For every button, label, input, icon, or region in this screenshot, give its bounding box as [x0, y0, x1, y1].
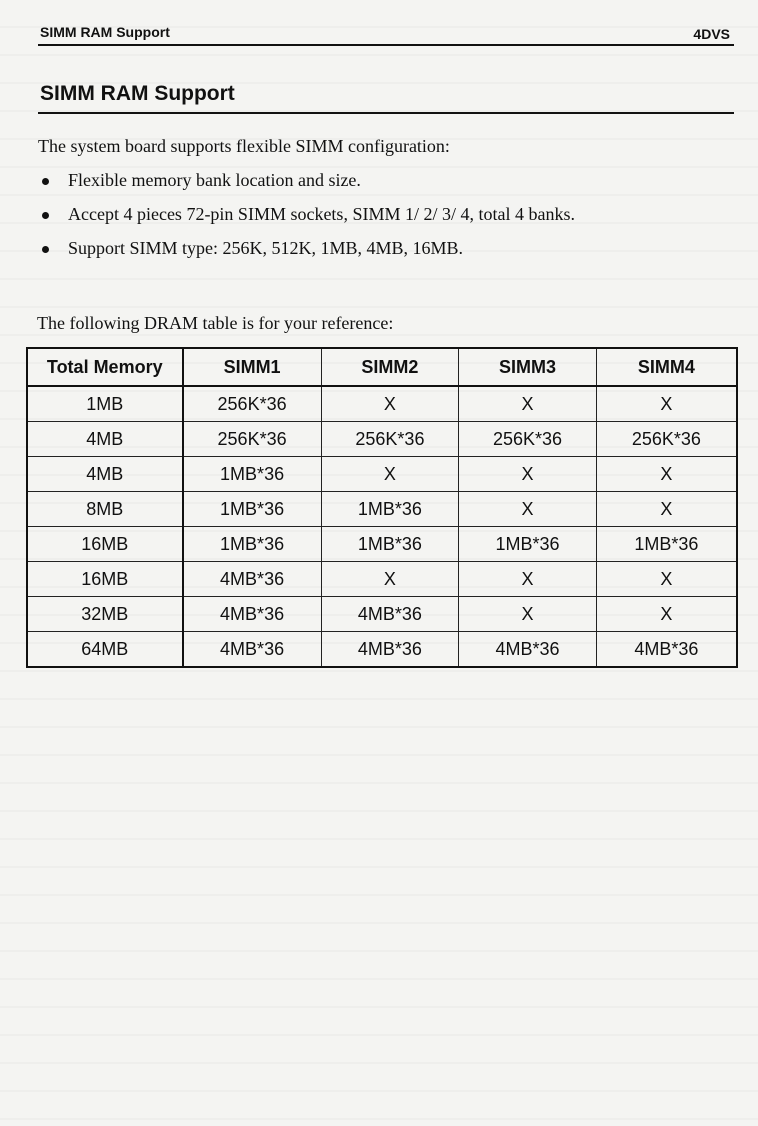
cell-simm1: 4MB*36 — [183, 597, 322, 632]
cell-simm2: 1MB*36 — [321, 527, 459, 562]
cell-simm3: 256K*36 — [459, 422, 597, 457]
cell-simm3: X — [459, 386, 597, 422]
cell-simm4: 1MB*36 — [596, 527, 737, 562]
intro-paragraph: The system board supports flexible SIMM configuration: — [38, 136, 450, 156]
cell-simm1: 256K*36 — [183, 422, 322, 457]
cell-total-memory: 32MB — [27, 597, 183, 632]
feature-list — [38, 170, 575, 272]
table-row — [27, 492, 737, 527]
table-row — [27, 632, 737, 668]
feature-item: Support SIMM type: 256K, 512K, 1MB, 4MB, 16MB. — [38, 238, 575, 272]
table-header-row — [27, 348, 737, 386]
cell-simm1: 256K*36 — [183, 386, 322, 422]
cell-simm3: X — [459, 492, 597, 527]
cell-simm1: 1MB*36 — [183, 492, 322, 527]
cell-simm3: 4MB*36 — [459, 632, 597, 668]
cell-simm1: 4MB*36 — [183, 632, 322, 668]
cell-total-memory: 4MB — [27, 422, 183, 457]
cell-simm4: X — [596, 562, 737, 597]
cell-total-memory: 1MB — [27, 386, 183, 422]
cell-total-memory: 16MB — [27, 527, 183, 562]
cell-simm1: 4MB*36 — [183, 562, 322, 597]
table-row — [27, 597, 737, 632]
feature-item: Flexible memory bank location and size. — [38, 170, 575, 204]
header-simm4: SIMM4 — [596, 348, 737, 386]
table-row — [27, 422, 737, 457]
table-row — [27, 386, 737, 422]
table-intro: The following DRAM table is for your reference: — [37, 313, 394, 333]
cell-total-memory: 8MB — [27, 492, 183, 527]
cell-simm1: 1MB*36 — [183, 457, 322, 492]
table-row — [27, 457, 737, 492]
cell-total-memory: 4MB — [27, 457, 183, 492]
cell-simm2: 256K*36 — [321, 422, 459, 457]
cell-simm3: X — [459, 597, 597, 632]
cell-simm3: X — [459, 457, 597, 492]
running-head — [38, 22, 734, 46]
cell-simm4: X — [596, 597, 737, 632]
cell-simm3: 1MB*36 — [459, 527, 597, 562]
feature-item: Accept 4 pieces 72-pin SIMM sockets, SIMM 1/ 2/ 3/ 4, total 4 banks. — [38, 204, 575, 238]
running-head-title: SIMM RAM Support — [40, 24, 170, 40]
cell-total-memory: 16MB — [27, 562, 183, 597]
cell-simm4: X — [596, 457, 737, 492]
cell-simm2: X — [321, 457, 459, 492]
cell-simm2: 4MB*36 — [321, 597, 459, 632]
header-simm3: SIMM3 — [459, 348, 597, 386]
section-title-text: SIMM RAM Support — [40, 82, 235, 105]
cell-simm1: 1MB*36 — [183, 527, 322, 562]
cell-total-memory: 64MB — [27, 632, 183, 668]
header-simm2: SIMM2 — [321, 348, 459, 386]
cell-simm2: X — [321, 562, 459, 597]
running-head-model: 4DVS — [693, 26, 730, 42]
cell-simm2: X — [321, 386, 459, 422]
cell-simm2: 1MB*36 — [321, 492, 459, 527]
cell-simm3: X — [459, 562, 597, 597]
cell-simm2: 4MB*36 — [321, 632, 459, 668]
section-title — [38, 80, 734, 114]
cell-simm4: X — [596, 386, 737, 422]
table-row — [27, 562, 737, 597]
dram-table — [26, 347, 738, 668]
table-row — [27, 527, 737, 562]
cell-simm4: 256K*36 — [596, 422, 737, 457]
header-total-memory: Total Memory — [27, 348, 183, 386]
cell-simm4: X — [596, 492, 737, 527]
header-simm1: SIMM1 — [183, 348, 322, 386]
cell-simm4: 4MB*36 — [596, 632, 737, 668]
